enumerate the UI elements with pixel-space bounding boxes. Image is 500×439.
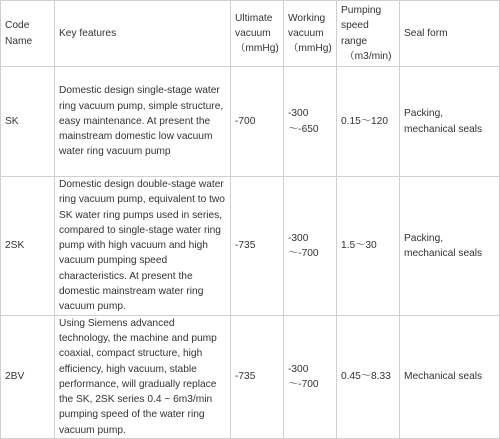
header-ultimate-vacuum: Ultimate vacuum （mmHg) xyxy=(231,1,284,67)
header-code-name: Code Name xyxy=(1,1,55,67)
table-row xyxy=(1,315,500,438)
cell-ultimate-vacuum: -735 xyxy=(231,177,284,316)
table-row xyxy=(1,67,500,177)
header-seal-form: Seal form xyxy=(400,1,500,67)
cell-working-vacuum: -300～-700 xyxy=(284,177,337,316)
cell-pumping-speed: 0.15～120 xyxy=(337,67,400,177)
cell-seal-form: Packing, mechanical seals xyxy=(400,67,500,177)
cell-seal-form: Packing, mechanical seals xyxy=(400,177,500,316)
header-working-vacuum: Working vacuum （mmHg) xyxy=(284,1,337,67)
cell-seal-form: Mechanical seals xyxy=(400,315,500,438)
cell-features: Domestic design double-stage water ring vacuum pump, equivalent to two SK water ring pumps used in series, compared to single-stage water ring pump with high vacuum and high vacuum pumping speed characteristics. At present the domestic mainstream water ring vacuum pump. xyxy=(55,177,231,316)
cell-working-vacuum: -300～-700 xyxy=(284,315,337,438)
cell-working-vacuum: -300～-650 xyxy=(284,67,337,177)
cell-ultimate-vacuum: -700 xyxy=(231,67,284,177)
cell-pumping-speed: 1.5～30 xyxy=(337,177,400,316)
cell-ultimate-vacuum: -735 xyxy=(231,315,284,438)
cell-pumping-speed: 0.45～8.33 xyxy=(337,315,400,438)
cell-code: 2SK xyxy=(1,177,55,316)
table-header-row xyxy=(1,1,500,67)
header-key-features: Key features xyxy=(55,1,231,67)
cell-features: Using Siemens advanced technology, the machine and pump coaxial, compact structure, high efficiency, high vacuum, stable performance, will gradually replace the SK, 2SK series 0.4 ~ 6m3/min pumping speed of the water ring vacuum pump. xyxy=(55,315,231,438)
cell-code: 2BV xyxy=(1,315,55,438)
table-row xyxy=(1,177,500,316)
header-pumping-speed: Pumping speed range （m3/min) xyxy=(337,1,400,67)
cell-features: Domestic design single-stage water ring vacuum pump, simple structure, easy maintenance. At present the mainstream domestic low vacuum water ring vacuum pump xyxy=(55,67,231,177)
cell-code: SK xyxy=(1,67,55,177)
